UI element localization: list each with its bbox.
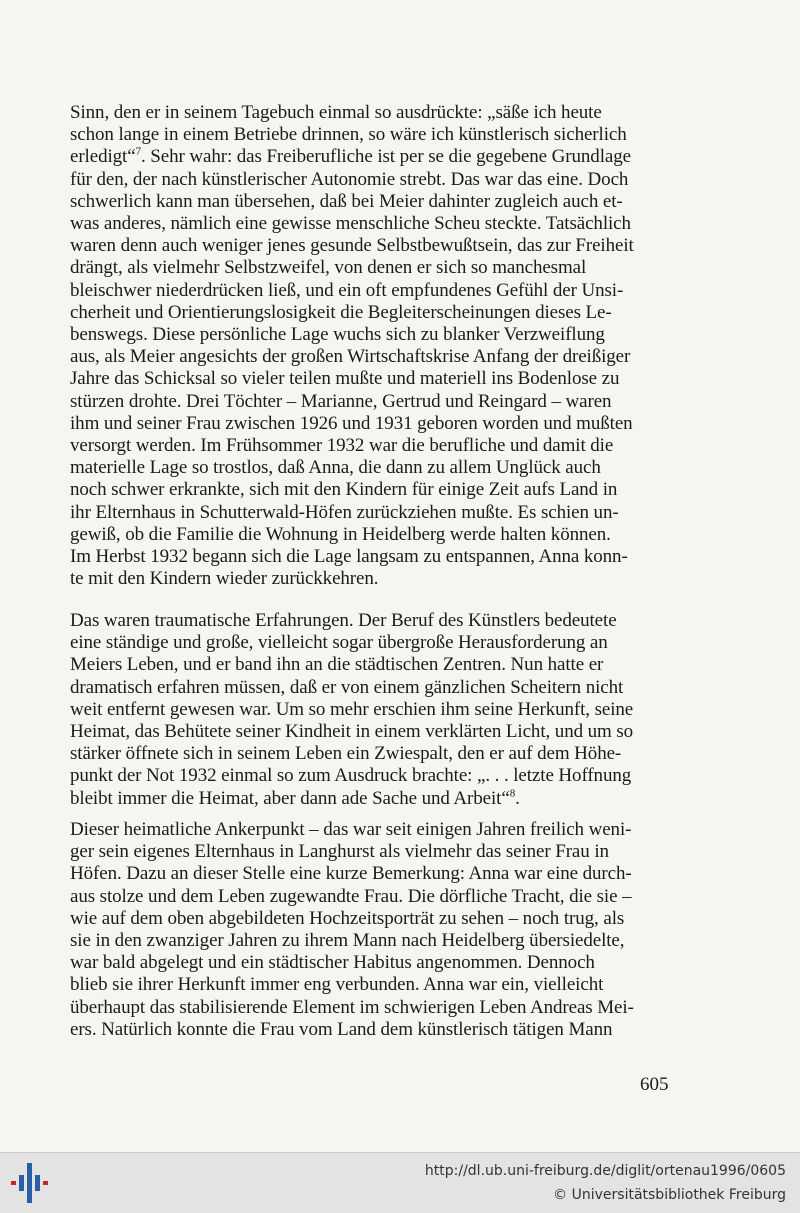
copyright-notice: © Universitätsbibliothek Freiburg [553, 1187, 786, 1203]
paragraph-2-text-b: . [515, 787, 520, 809]
paragraph-3-text: Dieser heimatliche Ankerpunkt – das war seit einigen Jahren freilich weni- ger sein eigenes Elternhaus in Langhurst als vielmehr das seiner Frau in Höfen. Dazu an dieser Stelle eine kurze Bemerkung: Anna war eine durch- aus stolze und dem Leben zugewandte Frau. Die dörfliche Tracht, die sie – wie auf dem oben abgebildeten Hochzeitsporträt zu sehen – noch trug, als sie in den zwanziger Jahren zu ihrem Mann nach Heidelberg übersiedelte, war bald abgelegt und ein städtischer Habitus angenommen. Dennoch blieb sie ihrer Herkunft immer eng verbunden. Anna war ein, vielleicht überhaupt das stabilisierende Element im schwierigen Leben Andreas Mei- ers. Natürlich konnte die Frau vom Land dem künstlerisch tätigen Mann [70, 819, 634, 1040]
viewer-footer [0, 1152, 800, 1213]
paragraph-1-text-b: . Sehr wahr: das Freiberufliche ist per se die gegebene Grundlage für den, der nach künstlerischer Autonomie strebt. Das war das eine. Doch schwerlich kann man übersehen, daß bei Meier dahinter zugleich auch et- was anderes, nämlich eine gewisse menschliche Scheu steckte. Tatsächlich waren denn auch weniger jenes gesunde Selbstbewußtsein, das zur Freiheit drängt, als vielmehr Selbstzweifel, von denen er sich so manchesmal bleischwer niederdrücken ließ, und ein oft empfundenes Gefühl der Unsi- cherheit und Orientierungslosigkeit die Begleiterscheinungen dieses Le- benswegs. Diese persönliche Lage wuchs sich zu blanker Verzweiflung aus, als Meier angesichts der großen Wirtschaftskrise Anfang der dreißiger Jahre das Schicksal so vieler teilen mußte und materiell ins Bodenlose zu stürzen drohte. Drei Töchter – Marianne, Gertrud und Reingard – waren ihm und seiner Frau zwischen 1926 und 1931 geboren worden und mußten versorgt werden. Im Frühsommer 1932 war die berufliche und damit die materielle Lage so trostlos, daß Anna, die dann zu allem Unglück auch noch schwer erkrankte, sich mit den Kindern für einige Zeit aufs Land in ihr Elternhaus in Schutterwald-Höfen zurückziehen mußte. Es schien un- gewiß, ob die Familie die Wohnung in Heidelberg werde halten können. Im Herbst 1932 begann sich die Lage langsam zu entspannen, Anna konn- te mit den Kindern wieder zurückkehren. [70, 146, 634, 590]
footnote-ref-7[interactable]: 7 [135, 146, 141, 159]
footnote-ref-8[interactable]: 8 [509, 787, 516, 800]
paragraph-2-text-a: Das waren traumatische Erfahrungen. Der Beruf des Künstlers bedeutete eine ständige und große, vielleicht sogar übergroße Herausforderung an Meiers Leben, und er band ihn an die städtischen Zentren. Nun hatte er dramatisch erfahren müssen, daß er von einem gänzlichen Scheitern nicht weit entfernt gewesen war. Um so mehr erschien ihm seine Herkunft, seine Heimat, das Behütete seiner Kindheit in einem verklärten Licht, und um so stärker öffnete sich in seinem Leben ein Zwiespalt, den er auf dem Höhe- punkt der Not 1932 einmal so zum Ausdruck brachte: „. . . letzte Hoffnung bleibt immer die Heimat, aber dann ade Sache und Arbeit“ [70, 610, 634, 809]
ub-freiburg-logo-icon[interactable] [10, 1161, 50, 1205]
paragraph-2 [70, 610, 675, 810]
source-url-link[interactable]: http://dl.ub.uni-freiburg.de/diglit/ortenau1996/0605 [424, 1163, 786, 1179]
page-number: 605 [640, 1074, 669, 1095]
paragraph-1-text-a: Sinn, den er in seinem Tagebuch einmal so ausdrückte: „säße ich heute schon lange in einem Betriebe drinnen, so wäre ich künstlerisch sicherlich erledigt“ [70, 102, 627, 168]
paragraph-1 [70, 102, 675, 590]
paragraph-3 [70, 819, 675, 1041]
